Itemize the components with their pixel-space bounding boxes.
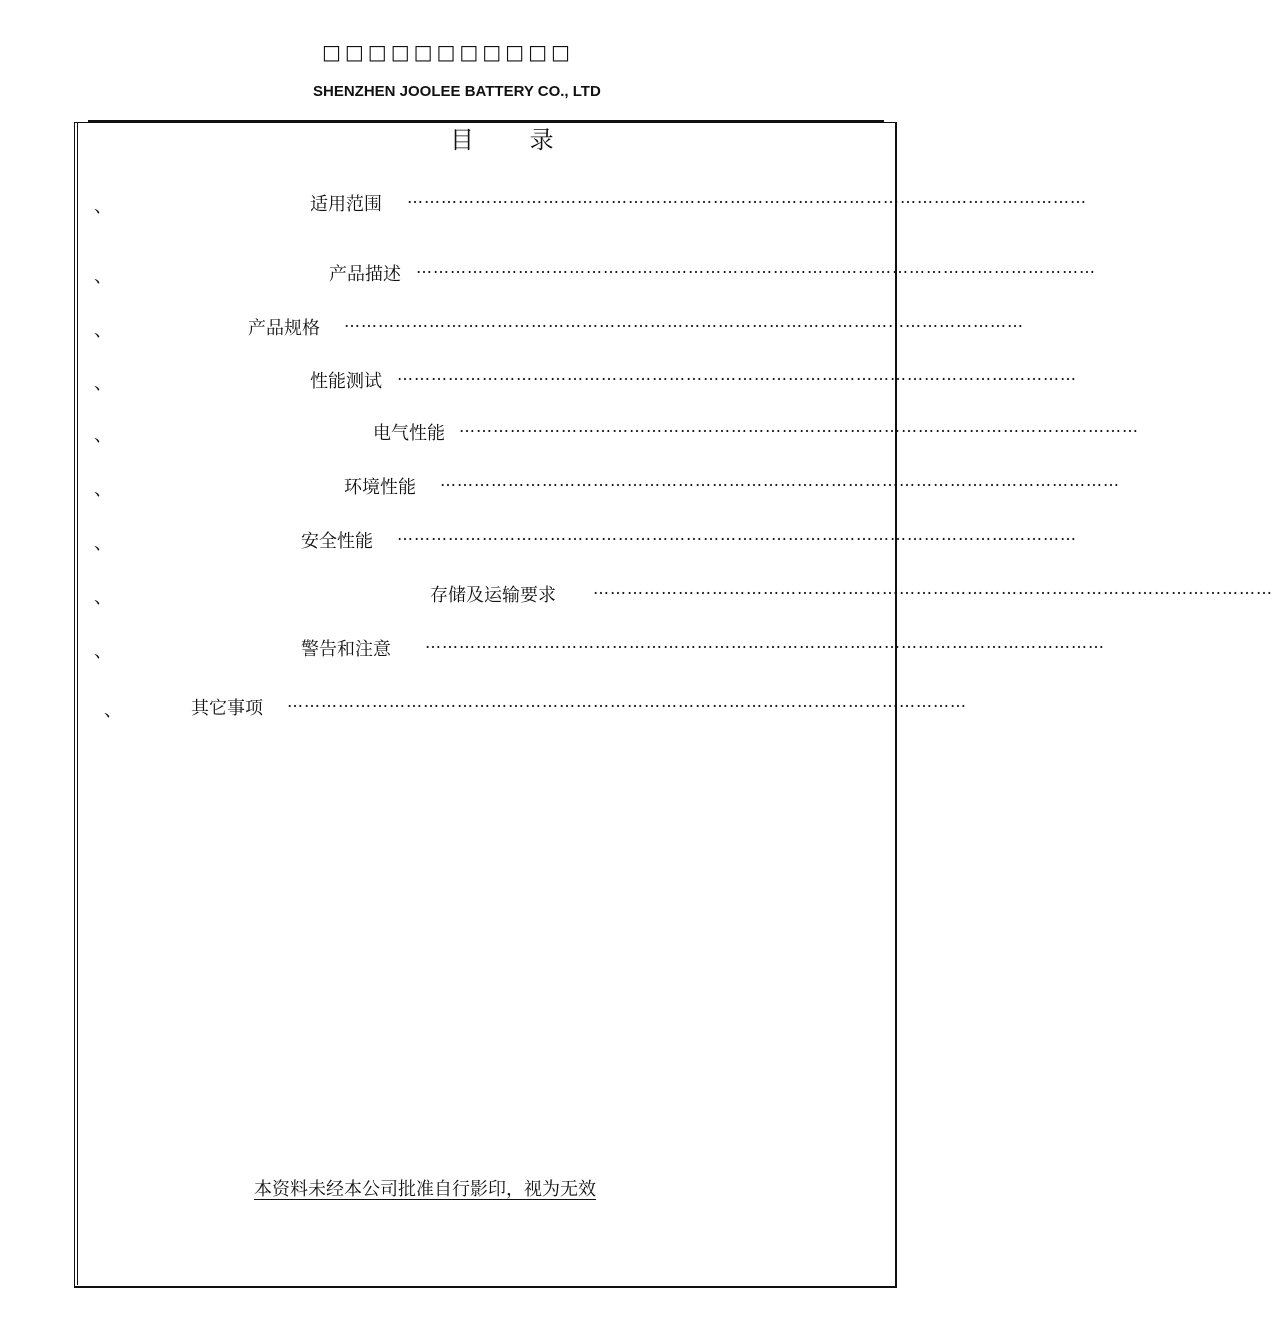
toc-leader-dots: ………………………………………………………………………………………………………… xyxy=(416,258,1096,277)
toc-item-warnings[interactable] xyxy=(94,633,1105,663)
toc-leader-dots: ………………………………………………………………………………………………………… xyxy=(344,312,1024,331)
copyright-notice: 本资料未经本公司批准自行影印，视为无效 xyxy=(254,1179,596,1200)
toc-leader-dots: ………………………………………………………………………………………………………… xyxy=(397,525,1077,544)
toc-item-number: 、 xyxy=(94,533,112,554)
toc-leader-dots: ………………………………………………………………………………………………………… xyxy=(425,633,1105,652)
toc-item-environmental[interactable] xyxy=(94,471,1120,501)
toc-item-number: 、 xyxy=(104,700,122,721)
toc-item-label: 环境性能 xyxy=(344,477,416,498)
toc-item-number: 、 xyxy=(94,425,112,446)
toc-item-number: 、 xyxy=(94,587,112,608)
toc-leader-dots: ………………………………………………………………………………………………………… xyxy=(407,188,1087,207)
toc-item-number: 、 xyxy=(94,266,112,287)
toc-item-label: 存储及运输要求 xyxy=(430,585,556,606)
toc-item-safety[interactable] xyxy=(94,525,1077,555)
toc-leader-dots: ………………………………………………………………………………………………………… xyxy=(459,417,1139,436)
toc-item-label: 产品规格 xyxy=(248,318,320,339)
toc-leader-dots: ………………………………………………………………………………………………………… xyxy=(287,692,967,711)
toc-item-electrical[interactable] xyxy=(94,417,1139,447)
toc-title: 目 录 xyxy=(450,126,578,154)
toc-item-performance-test[interactable] xyxy=(94,365,1077,395)
toc-item-label: 安全性能 xyxy=(301,531,373,552)
toc-item-storage-transport[interactable] xyxy=(94,579,1273,609)
toc-item-number: 、 xyxy=(94,373,112,394)
company-name-chinese: □□□□□□□□□□□ xyxy=(322,40,574,64)
toc-item-label: 适用范围 xyxy=(310,194,382,215)
page-frame-inner-line xyxy=(77,122,78,1285)
toc-leader-dots: ………………………………………………………………………………………………………… xyxy=(593,579,1273,598)
toc-item-number: 、 xyxy=(94,479,112,500)
toc-item-label: 警告和注意 xyxy=(301,639,391,660)
toc-item-number: 、 xyxy=(94,196,112,217)
company-name-english: SHENZHEN JOOLEE BATTERY CO., LTD xyxy=(313,83,601,100)
toc-item-number: 、 xyxy=(94,641,112,662)
toc-item-other[interactable] xyxy=(104,692,967,722)
toc-item-label: 电气性能 xyxy=(373,423,445,444)
toc-item-specifications[interactable] xyxy=(94,312,1024,342)
toc-item-scope[interactable] xyxy=(94,188,1087,218)
toc-item-label: 产品描述 xyxy=(329,264,401,285)
toc-leader-dots: ………………………………………………………………………………………………………… xyxy=(440,471,1120,490)
toc-item-description[interactable] xyxy=(94,258,1096,288)
toc-item-number: 、 xyxy=(94,320,112,341)
toc-item-label: 其它事项 xyxy=(191,698,263,719)
toc-item-label: 性能测试 xyxy=(310,371,382,392)
toc-leader-dots: ………………………………………………………………………………………………………… xyxy=(397,365,1077,384)
